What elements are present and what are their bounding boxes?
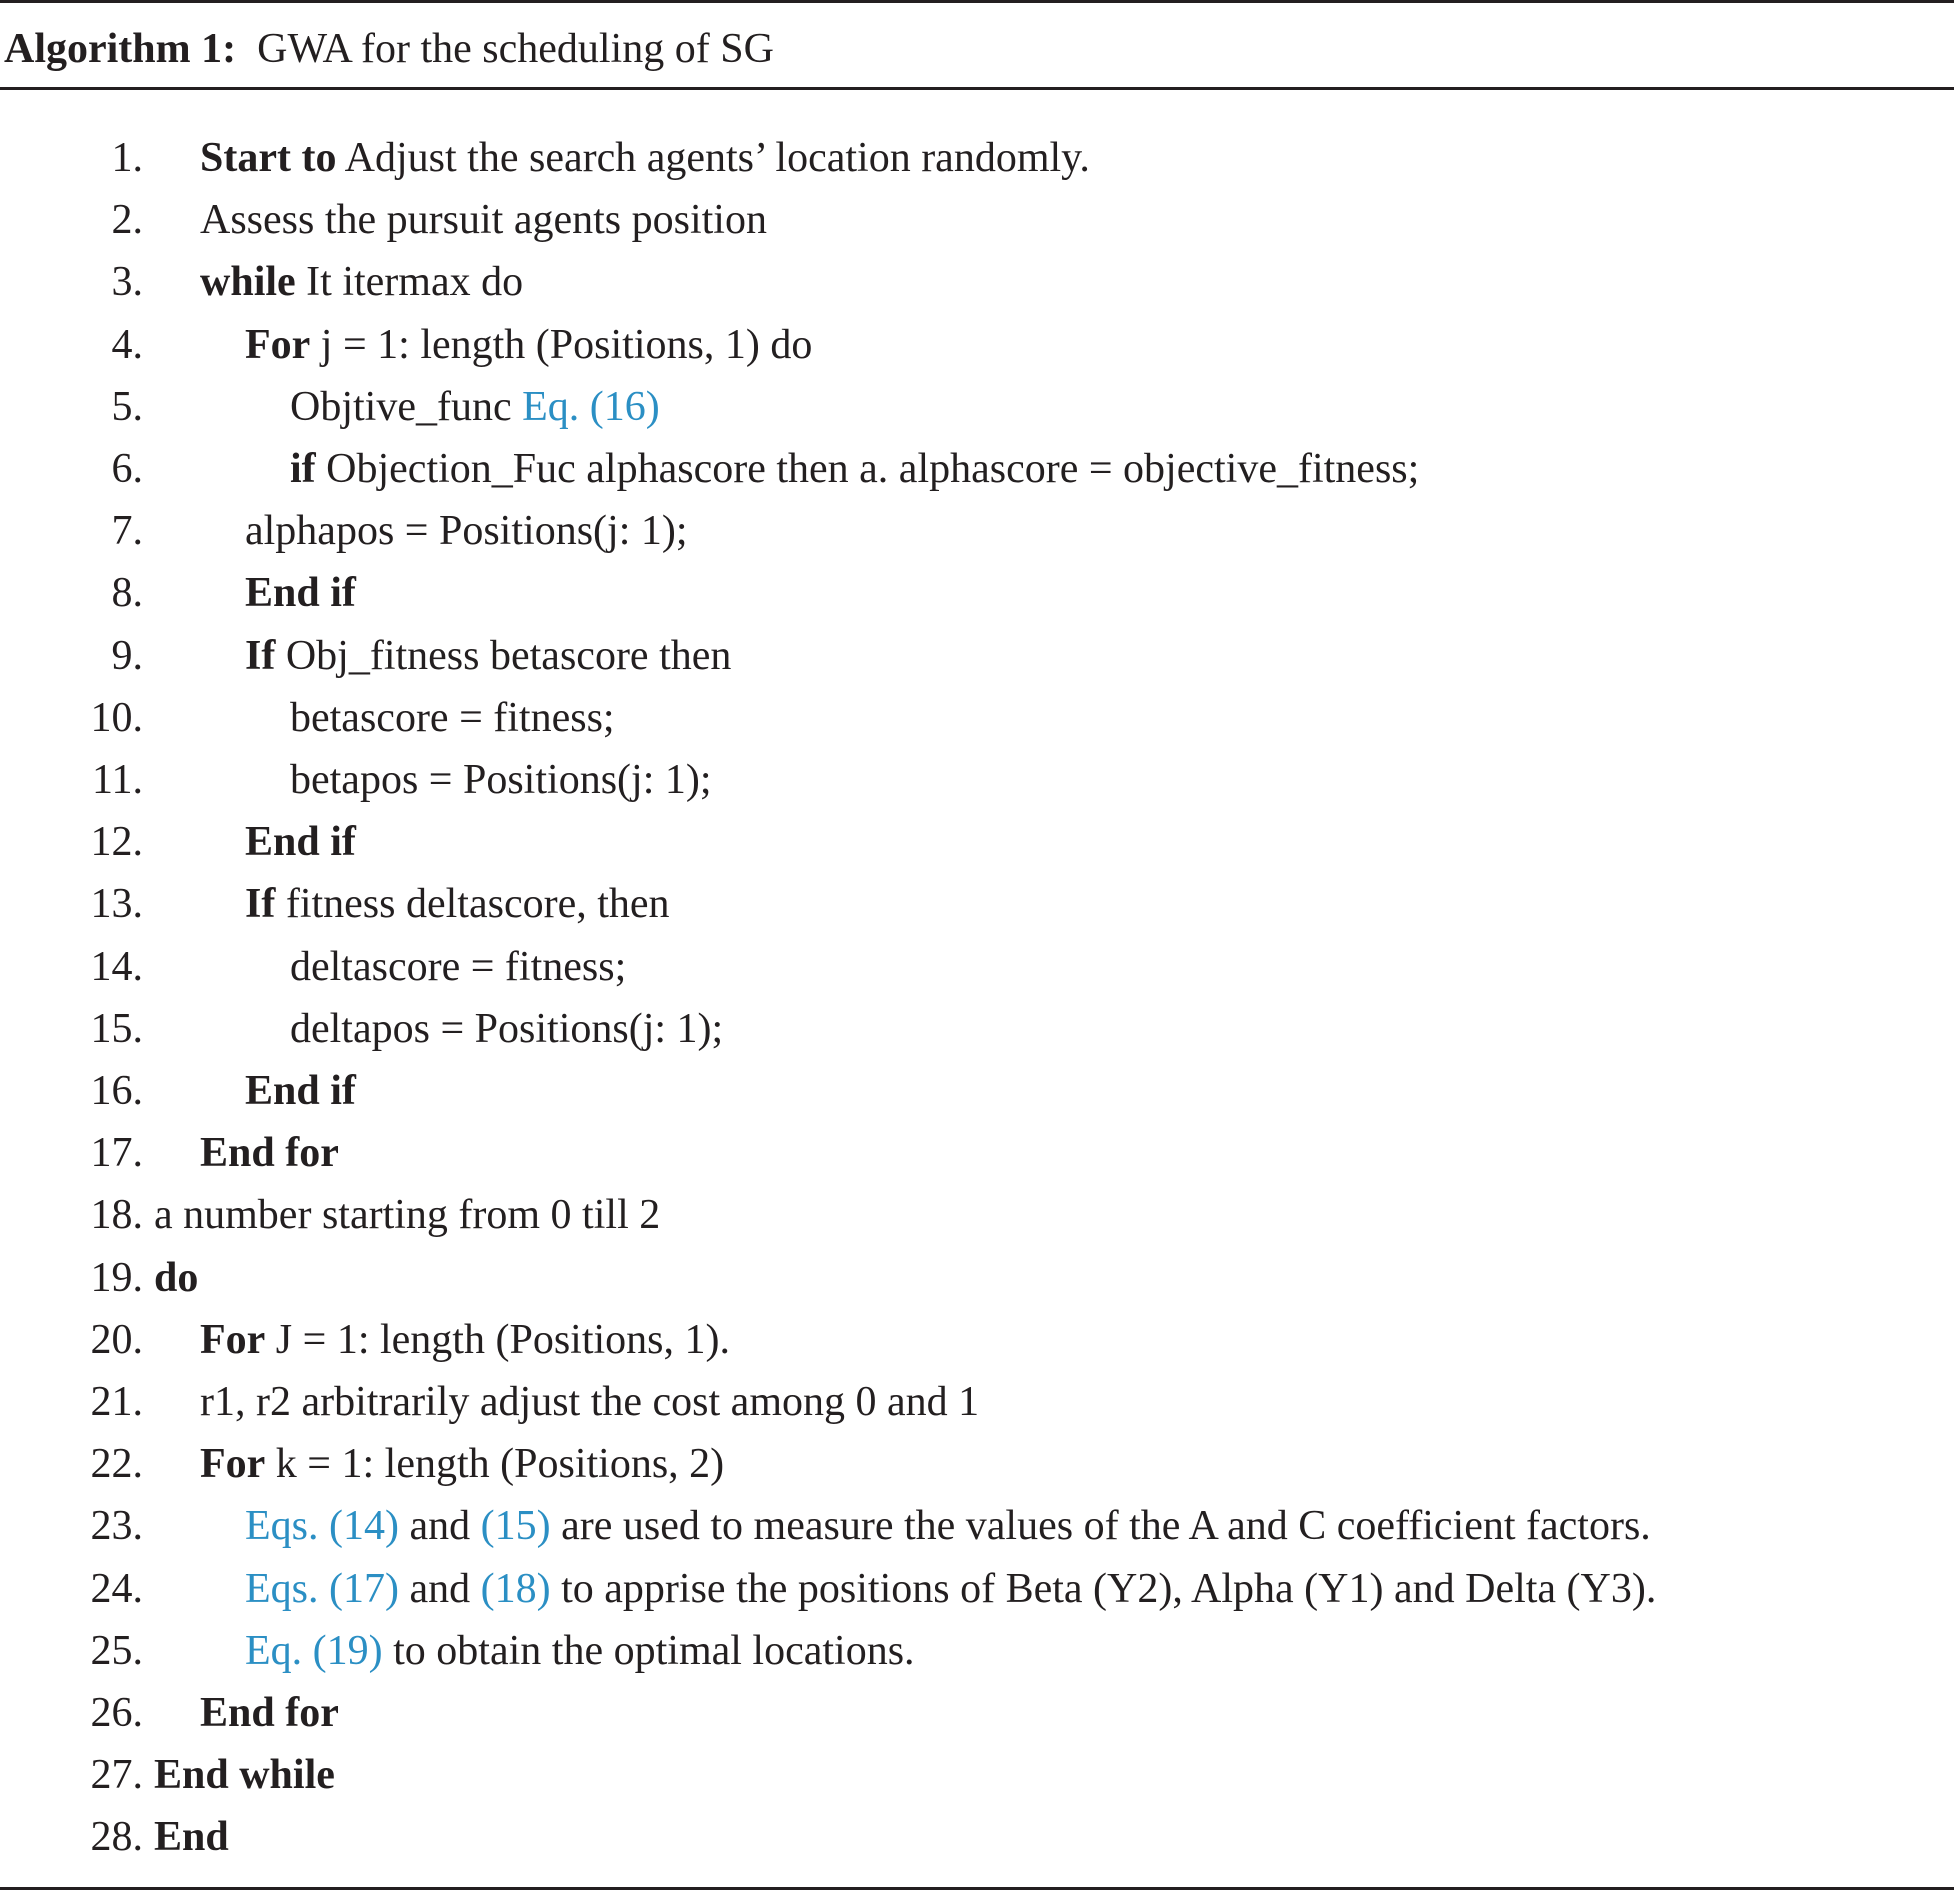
line-number: 24.: [90, 1565, 143, 1612]
keyword: Start to: [200, 135, 337, 181]
line-number: 15.: [90, 1005, 143, 1052]
algorithm-title: GWA for the scheduling of SG: [257, 26, 774, 72]
algorithm-line: [0, 500, 1956, 562]
line-fragment: j = 1: length (Positions, 1) do: [310, 321, 813, 368]
algorithm-line: [0, 998, 1956, 1060]
algorithm-line: [0, 1184, 1956, 1246]
line-number: 13.: [90, 881, 143, 928]
line-number: 17.: [90, 1130, 143, 1177]
algorithm-line: [0, 936, 1956, 998]
algorithm-line: [0, 1558, 1956, 1620]
line-fragment: deltapos = Positions(j: 1);: [290, 1005, 724, 1052]
line-number: 21.: [90, 1379, 143, 1425]
algorithm-line: [0, 314, 1956, 376]
line-number: 27.: [90, 1752, 143, 1799]
algorithm-line: [0, 1682, 1956, 1744]
algorithm-line: [0, 1433, 1956, 1495]
line-text: [245, 562, 356, 624]
algorithm-label: Algorithm 1:: [4, 26, 237, 72]
equation-link[interactable]: Eq. (19): [245, 1627, 383, 1674]
keyword: if: [290, 446, 316, 492]
line-fragment: Adjust the search agents’ location randomly.: [336, 135, 1090, 181]
algorithm-line: [0, 562, 1956, 624]
equation-link[interactable]: Eqs. (14): [245, 1503, 399, 1550]
line-text: [200, 1682, 339, 1744]
line-fragment: Objtive_func: [290, 383, 523, 430]
keyword: If: [245, 881, 276, 928]
equation-link[interactable]: Eqs. (17): [245, 1565, 399, 1612]
line-number: 3.: [111, 259, 143, 306]
line-number: 9.: [111, 632, 143, 679]
algorithm-line: [0, 811, 1956, 873]
algorithm-line: [0, 1122, 1956, 1184]
line-number: 26.: [90, 1690, 143, 1736]
algorithm-line: [0, 1495, 1956, 1557]
line-text: [154, 1744, 335, 1806]
line-text: [200, 189, 767, 251]
line-text: [154, 1247, 198, 1309]
line-number: 18.: [90, 1192, 143, 1239]
keyword: do: [154, 1254, 199, 1301]
line-number: 14.: [90, 943, 143, 990]
line-fragment: J = 1: length (Positions, 1).: [265, 1316, 731, 1363]
line-fragment: deltascore = fitness;: [290, 943, 627, 990]
line-number: 19.: [90, 1254, 143, 1301]
algorithm-line: [0, 1309, 1956, 1371]
line-number: 4.: [111, 321, 143, 368]
keyword: while: [200, 259, 296, 306]
algorithm-line: [0, 127, 1956, 189]
line-text: [154, 1184, 660, 1246]
line-number: 25.: [90, 1627, 143, 1674]
line-text: [290, 749, 712, 811]
line-text: [245, 314, 812, 376]
line-number: 7.: [111, 508, 143, 555]
equation-link[interactable]: Eq. (16): [522, 383, 660, 430]
algorithm-line: [0, 1371, 1956, 1433]
line-fragment: and: [398, 1565, 481, 1612]
equation-link[interactable]: (18): [480, 1565, 551, 1612]
line-fragment: are used to measure the values of the A and C coefficient factors.: [550, 1503, 1651, 1550]
line-number: 1.: [111, 135, 143, 181]
line-text: [290, 998, 723, 1060]
line-fragment: to obtain the optimal locations.: [382, 1627, 915, 1674]
line-number: 16.: [90, 1068, 143, 1114]
algorithm-line: [0, 376, 1956, 438]
equation-link[interactable]: (15): [480, 1503, 551, 1550]
algorithm-line: [0, 1744, 1956, 1806]
line-fragment: fitness deltascore, then: [275, 881, 670, 928]
algorithm-line: [0, 1620, 1956, 1682]
keyword: End if: [245, 570, 356, 617]
algorithm-line: [0, 873, 1956, 935]
line-text: [245, 1558, 1656, 1620]
algorithm-line: [0, 687, 1956, 749]
line-number: 12.: [90, 819, 143, 866]
line-text: [200, 1122, 339, 1184]
line-text: [290, 687, 615, 749]
line-text: [290, 438, 1419, 500]
algorithm-line: [0, 749, 1956, 811]
keyword: If: [245, 632, 276, 679]
line-fragment: to apprise the positions of Beta (Y2), Alpha (Y1) and Delta (Y3).: [550, 1565, 1657, 1612]
line-fragment: r1, r2 arbitrarily adjust the cost among 0 and 1: [200, 1379, 980, 1425]
line-fragment: Obj_fitness betascore then: [275, 632, 732, 679]
keyword: For: [200, 1316, 266, 1363]
line-fragment: and: [398, 1503, 481, 1550]
line-text: [245, 625, 731, 687]
line-number: 22.: [90, 1441, 143, 1488]
algorithm-line: [0, 1060, 1956, 1122]
line-fragment: k = 1: length (Positions, 2): [265, 1441, 725, 1488]
line-fragment: Objection_Fuc alphascore then a. alphascore = objective_fitness;: [315, 446, 1420, 492]
line-text: [200, 1309, 730, 1371]
keyword: End if: [245, 1068, 356, 1114]
line-number: 2.: [111, 197, 143, 244]
bottom-rule: [0, 1887, 1954, 1890]
line-text: [200, 1433, 724, 1495]
keyword: End: [154, 1814, 229, 1861]
line-text: [290, 936, 626, 998]
algorithm-line: [0, 251, 1956, 313]
line-text: [245, 500, 688, 562]
line-fragment: It itermax do: [295, 259, 524, 306]
keyword: End while: [154, 1752, 335, 1799]
line-text: [245, 1495, 1651, 1557]
line-text: [290, 376, 660, 438]
algorithm-header: [4, 22, 774, 76]
line-number: 11.: [92, 757, 143, 803]
algorithm-line: [0, 1247, 1956, 1309]
line-text: [200, 251, 523, 313]
header-rule: [0, 87, 1954, 90]
algorithm-line: [0, 625, 1956, 687]
line-text: [154, 1806, 229, 1868]
line-number: 10.: [90, 694, 143, 741]
line-number: 23.: [90, 1503, 143, 1550]
line-text: [245, 873, 670, 935]
line-fragment: alphapos = Positions(j: 1);: [245, 508, 688, 555]
keyword: For: [245, 321, 311, 368]
line-fragment: betapos = Positions(j: 1);: [290, 757, 712, 803]
line-text: [245, 811, 356, 873]
algorithm-line: [0, 1806, 1956, 1868]
line-text: [200, 1371, 979, 1433]
top-rule: [0, 0, 1954, 3]
line-fragment: a number starting from 0 till 2: [154, 1192, 661, 1239]
keyword: End if: [245, 819, 356, 866]
line-text: [245, 1620, 915, 1682]
line-number: 5.: [111, 383, 143, 430]
algorithm-line: [0, 189, 1956, 251]
line-fragment: Assess the pursuit agents position: [200, 197, 767, 244]
keyword: End for: [200, 1690, 339, 1736]
algorithm-line: [0, 438, 1956, 500]
line-text: [245, 1060, 356, 1122]
line-fragment: betascore = fitness;: [290, 694, 615, 741]
line-number: 6.: [111, 446, 143, 492]
keyword: End for: [200, 1130, 339, 1177]
line-number: 8.: [111, 570, 143, 617]
line-number: 20.: [90, 1316, 143, 1363]
keyword: For: [200, 1441, 266, 1488]
line-number: 28.: [90, 1814, 143, 1861]
line-text: [200, 127, 1090, 189]
